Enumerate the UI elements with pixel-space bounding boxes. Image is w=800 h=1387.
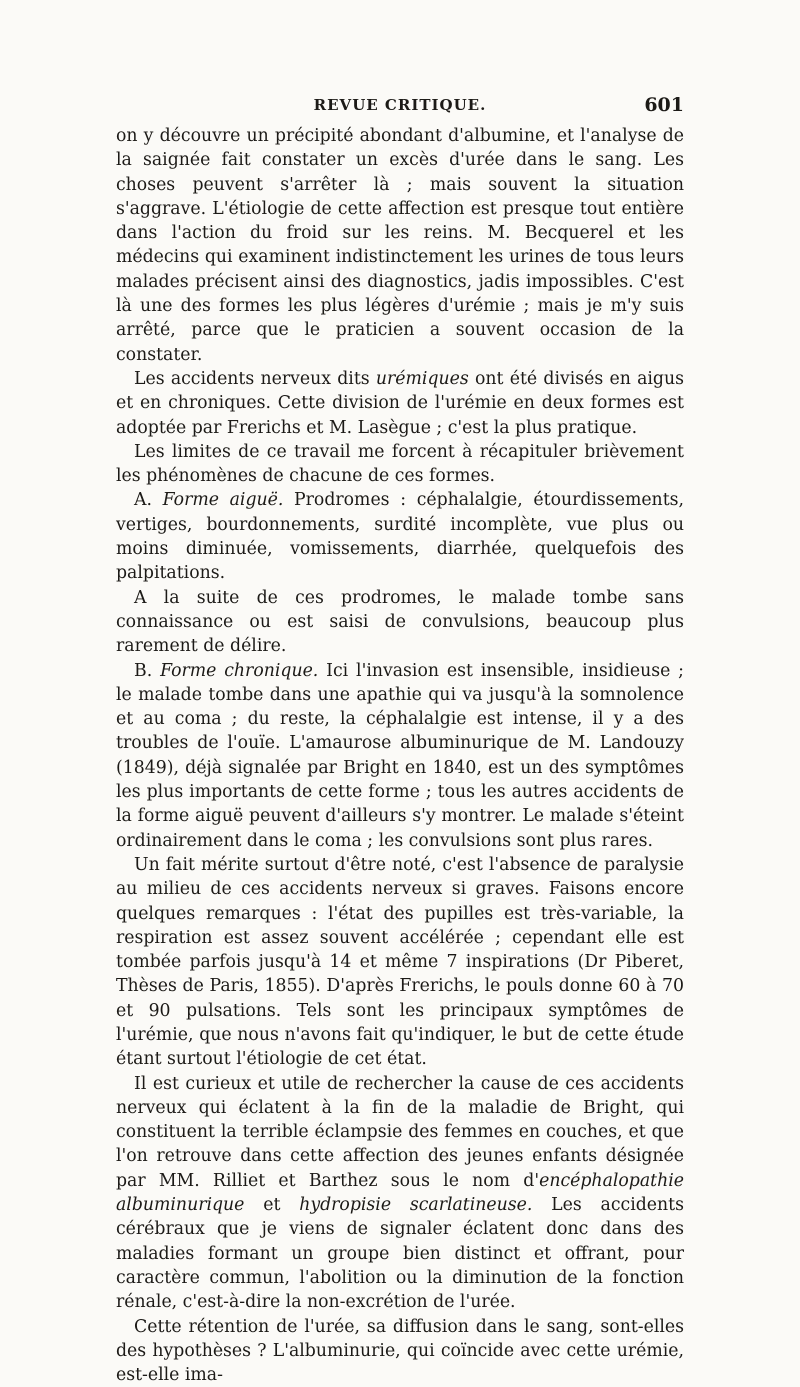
text-run: B.	[134, 660, 161, 681]
paragraph	[116, 1315, 684, 1387]
paragraph	[116, 488, 684, 585]
paragraph	[116, 124, 684, 367]
text-run: Les accidents nerveux dits	[134, 368, 376, 389]
text-run: Cette rétention de l'urée, sa diffusion dans le sang, sont-elles des hypothèses ? L'albuminurie, qui coïncide avec cette urémie, est-elle ima-	[116, 1316, 684, 1386]
text-run: Il est curieux et utile de rechercher la cause de ces accidents nerveux qui éclatent à la fin de la maladie de Bright, qui constituent la terrible éclampsie des femmes en couches, et que l'on retrouve dans cette affection des jeunes enfants désignée par MM. Rilliet et Barthez sous le nom d'	[116, 1073, 684, 1191]
text-run: on y découvre un précipité abondant d'albumine, et l'analyse de la saignée fait constater un excès d'urée dans le sang. Les choses peuvent s'arrêter là ; mais souvent la situation s'aggrave. L'étiologie de cette affection est presque tout entière dans l'action du froid sur les reins. M. Becquerel et les médecins qui examinent indistinctement les urines de tous leurs malades précisent ainsi des diagnostics, jadis impossibles. C'est là une des formes les plus légères d'urémie ; mais je m'y suis arrêté, parce que le praticien a souvent occasion de la constater.	[116, 126, 684, 365]
page-header	[116, 96, 684, 124]
paragraph	[116, 853, 684, 1072]
paragraph	[116, 440, 684, 489]
text-run: Les limites de ce travail me forcent à récapituler brièvement les phénomènes de chacune de ces formes.	[116, 441, 684, 487]
text-run: Prodromes : céphalalgie, étourdissements, vertiges, bourdonnements, surdité incomplète, vue plus ou moins diminuée, vomissements, diarrhée, quelquefois des palpitations.	[116, 490, 684, 584]
italic-term: Forme chronique.	[160, 660, 319, 681]
italic-term: encéphalopathie albuminurique	[116, 1170, 684, 1216]
book-page	[116, 96, 684, 1387]
italic-term: urémiques	[375, 368, 469, 389]
paragraph	[116, 586, 684, 659]
text-run: Ici l'invasion est insensible, insidieuse ; le malade tombe dans une apathie qui va jusqu'à la somnolence et au coma ; du reste, la céphalalgie est intense, il y a des troubles de l'ouïe. L'amaurose albuminurique de M. Landouzy (1849), déjà signalée par Bright en 1840, est un des symptômes les plus importants de cette forme ; tous les autres accidents de la forme aiguë peuvent d'ailleurs s'y montrer. Le malade s'éteint ordinairement dans le coma ; les convulsions sont plus rares.	[116, 660, 684, 851]
body-text	[116, 124, 684, 1387]
text-run: A la suite de ces prodromes, le malade tombe sans connaissance ou est saisi de convulsions, beaucoup plus rarement de délire.	[116, 587, 684, 657]
italic-term: Forme aiguë.	[162, 490, 284, 511]
running-head: REVUE CRITIQUE.	[313, 96, 487, 114]
text-run: A.	[134, 490, 163, 511]
paragraph	[116, 659, 684, 853]
page-number: 601	[644, 94, 684, 116]
text-run: et	[244, 1195, 300, 1216]
text-run: Les accidents cérébraux que je viens de signaler éclatent donc dans des maladies formant un groupe bien distinct et offrant, pour caractère commun, l'abolition ou la diminution de la fonction rénale, c'est-à-dire la non-excrétion de l'urée.	[116, 1195, 684, 1313]
text-run: ont été divisés en aigus et en chroniques. Cette division de l'urémie en deux formes est adoptée par Frerichs et M. Lasègue ; c'est la plus pratique.	[116, 368, 684, 438]
text-run: Un fait mérite surtout d'être noté, c'est l'absence de paralysie au milieu de ces accidents nerveux si graves. Faisons encore quelques remarques : l'état des pupilles est très-variable, la respiration est assez souvent accélérée ; cependant elle est tombée parfois jusqu'à 14 et même 7 inspirations (Dr Piberet, Thèses de Paris, 1855). D'après Frerichs, le pouls donne 60 à 70 et 90 pulsations. Tels sont les principaux symptômes de l'urémie, que nous n'avons fait qu'indiquer, le but de cette étude étant surtout l'étiologie de cet état.	[116, 854, 684, 1070]
italic-term: hydropisie scarlatineuse.	[299, 1195, 533, 1216]
paragraph	[116, 367, 684, 440]
paragraph	[116, 1072, 684, 1315]
